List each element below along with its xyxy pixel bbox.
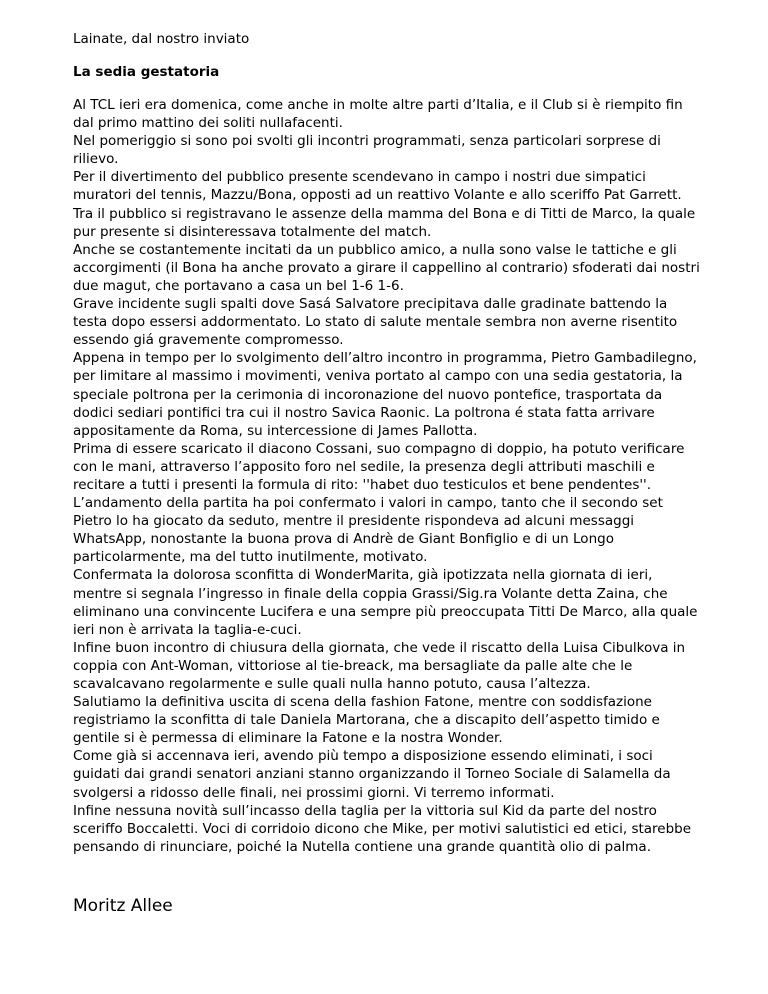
paragraph: Appena in tempo per lo svolgimento dell’altro incontro in programma, Pietro Gambadilegno, per limitare al massimo i movimenti, veniva portato al campo con una sedia gestatoria, la speciale poltrona per la cerimonia di incoronazione del nuovo pontefice, trasportata da dodici sediari pontifici tra cui il nostro Savica Raonic. La poltrona é stata fatta arrivare appositamente da Roma, su intercessione di James Pallotta.: [73, 350, 697, 439]
article: [73, 30, 703, 917]
paragraph: Nel pomeriggio si sono poi svolti gli incontri programmati, senza particolari sorprese di rilievo.: [73, 133, 661, 168]
article-body: [73, 96, 703, 856]
paragraph: Confermata la dolorosa sconfitta di WonderMarita, già ipotizzata nella giornata di ieri, mentre si segnala l’ingresso in finale della coppia Grassi/Sig.ra Volante detta Zaina, che eliminano una convincente Lucifera e una sempre più preoccupata Titti De Marco, alla quale ieri non è arrivata la taglia-e-cuci.: [73, 567, 698, 638]
paragraph: Prima di essere scaricato il diacono Cossani, suo compagno di doppio, ha potuto verificare con le mani, attraverso l’apposito foro nel sedile, la presenza degli attributi maschili e recitare a tutti i presenti la formula di rito: ''habet duo testiculos et bene pendentes''.: [73, 440, 685, 493]
article-title: La sedia gestatoria: [73, 64, 220, 80]
paragraph: Infine buon incontro di chiusura della giornata, che vede il riscatto della Luisa Cibulkova in coppia con Ant-Woman, vittoriose al tie-breack, ma bersagliate da palle alte che le scavalcavano regolarmente e sulle quali nulla hanno potuto, causa l’altezza.: [73, 639, 686, 692]
paragraph: Anche se costantemente incitati da un pubblico amico, a nulla sono valse le tattiche e gli accorgimenti (il Bona ha anche provato a girare il cappellino al contrario) sfoderati dai nostri due magut, che portavano a casa un bel 1-6 1-6.: [73, 241, 700, 294]
paragraph: Infine nessuna novità sull’incasso della taglia per la vittoria sul Kid da parte del nostro sceriffo Boccaletti. Voci di corridoio dicono che Mike, per motivi salutistici ed etici, starebbe pensando di rinunciare, poiché la Nutella contiene una grande quantità olio di palma.: [73, 802, 692, 855]
paragraph: Tra il pubblico si registravano le assenze della mamma del Bona e di Titti de Marco, la quale pur presente si disinteressava totalmente del match.: [73, 205, 696, 240]
author-signature: Moritz Allee: [73, 895, 173, 916]
paragraph: Come già si accennava ieri, avendo più tempo a disposizione essendo eliminati, i soci guidati dai grandi senatori anziani stanno organizzando il Torneo Sociale di Salamella da svolgersi a ridosso delle finali, nei prossimi giorni. Vi terremo informati.: [73, 748, 671, 801]
paragraph: Per il divertimento del pubblico presente scendevano in campo i nostri due simpatici muratori del tennis, Mazzu/Bona, opposti ad un reattivo Volante e allo sceriffo Pat Garrett.: [73, 169, 682, 204]
paragraph: L’andamento della partita ha poi confermato i valori in campo, tanto che il secondo set Pietro lo ha giocato da seduto, mentre il presidente rispondeva ad alcuni messaggi WhatsApp, nonostante la buona prova di Andrè de Giant Bonfiglio e di un Longo particolarmente, ma del tutto inutilmente, motivato.: [73, 495, 663, 566]
paragraph: Al TCL ieri era domenica, come anche in molte altre parti d’Italia, e il Club si è riempito fin dal primo mattino dei soliti nullafacenti.: [73, 97, 683, 132]
dateline: Lainate, dal nostro inviato: [73, 31, 250, 47]
paragraph: Salutiamo la definitiva uscita di scena della fashion Fatone, mentre con soddisfazione registriamo la sconfitta di tale Daniela Martorana, che a discapito dell’aspetto timido e gentile si è permessa di eliminare la Fatone e la nostra Wonder.: [73, 694, 660, 747]
paragraph: Grave incidente sugli spalti dove Sasá Salvatore precipitava dalle gradinate battendo la testa dopo essersi addormentato. Lo stato di salute mentale sembra non averne risentito essendo giá gravemente compromesso.: [73, 296, 678, 349]
